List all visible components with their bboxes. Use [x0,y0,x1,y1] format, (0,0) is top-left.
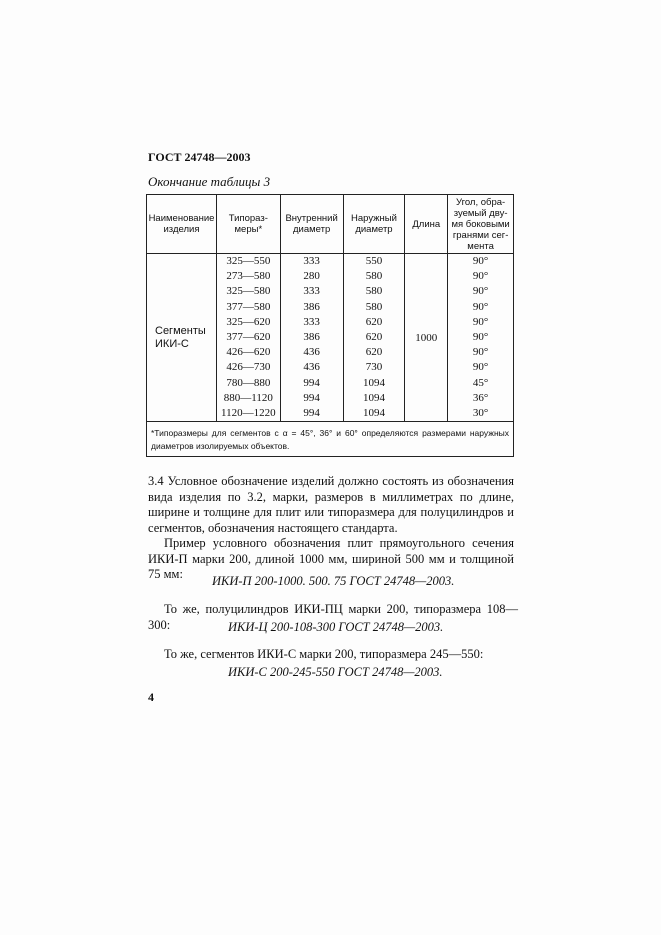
outer-diameter-column [343,254,405,422]
angle-cell: 90° [472,270,489,283]
angle-cell: 45° [472,376,489,389]
header-length: Длина [405,195,448,254]
outer-diameter-cell: 580 [365,285,383,298]
angle-cell: 90° [472,285,489,298]
header-sizes: Типораз-меры* [216,195,280,254]
size-cell: 1120—1220 [221,406,276,419]
size-cell: 426—620 [226,346,271,359]
product-name: Сегменты ИКИ-С [155,324,206,350]
size-cell: 377—620 [226,330,271,343]
inner-diameter-cell: 333 [303,315,320,328]
outer-diameter-cell: 620 [365,346,383,359]
outer-diameter-cell: 550 [365,255,383,267]
paragraph-3-4: 3.4 Условное обозначение изделий должно состоять из обозначения вида изделия по 3.2, марки, размеров в миллиметрах по длине, ширине и толщине для плит или типоразмера для полуцилиндров и сегментов, обозначения настоящего стандарта. [148,474,514,535]
outer-diameter-cell: 580 [365,300,383,313]
size-cell: 780—880 [226,376,271,389]
table-footnote: *Типоразмеры для сегментов с α = 45°, 36° и 60° определяются размерами наружных диаметров изолируемых объектов. [147,422,514,457]
angle-column [448,254,514,422]
angle-cell: 36° [472,391,489,404]
inner-diameter-cell: 436 [303,361,320,374]
inner-diameter-cell: 994 [303,391,320,404]
inner-diameter-column [280,254,343,422]
designation-example-plate: ИКИ-П 200-1000. 500. 75 ГОСТ 24748—2003. [212,574,455,588]
inner-diameter-cell: 280 [303,270,320,283]
inner-diameter-cell: 994 [303,406,320,419]
angle-cell: 90° [472,346,489,359]
segment-paragraph: То же, сегментов ИКИ-С марки 200, типоразмера 245—550: [164,647,484,661]
table-body-row [147,254,514,422]
angle-cell: 30° [472,406,489,419]
inner-diameter-cell: 386 [303,330,320,343]
footnote-row [147,422,514,457]
table-caption: Окончание таблицы 3 [148,174,271,189]
sizes-column [216,254,280,422]
example-paragraph: Пример условного обозначения плит прямоугольного сечения ИКИ-П марки 200, длиной 1000 мм, шириной 500 мм и толщиной 75 мм: [148,536,514,582]
angle-cell: 90° [472,315,489,328]
angle-cell: 90° [472,330,489,343]
size-cell: 273—580 [226,270,271,283]
outer-diameter-cell: 620 [365,315,383,328]
outer-diameter-cell: 1094 [362,391,385,404]
size-cell: 325—620 [226,315,271,328]
document-header: ГОСТ 24748—2003 [148,150,251,164]
header-angle: Угол, обра-зуемый дву-мя боковыми гранями сег-мента [448,195,514,254]
half-cylinder-paragraph: То же, полуцилиндров ИКИ-ПЦ марки 200, типоразмера 108—300: [148,602,518,632]
outer-diameter-cell: 620 [365,330,383,343]
outer-diameter-cell: 1094 [362,406,385,419]
outer-diameter-cell: 730 [365,361,383,374]
inner-diameter-cell: 386 [303,300,320,313]
page-number: 4 [148,690,154,704]
angle-cell: 90° [472,300,489,313]
angle-cell: 90° [472,255,489,267]
header-inner-diameter: Внутренний диаметр [280,195,343,254]
angle-cell: 90° [472,361,489,374]
specification-table [146,194,514,457]
outer-diameter-cell: 580 [365,270,383,283]
inner-diameter-cell: 333 [303,255,320,267]
product-cell [147,254,217,422]
size-cell: 880—1120 [223,391,273,404]
header-outer-diameter: Наружный диаметр [343,195,405,254]
size-cell: 325—550 [226,255,271,267]
designation-example-segment: ИКИ-С 200-245-550 ГОСТ 24748—2003. [228,665,443,679]
inner-diameter-cell: 994 [303,376,320,389]
designation-example-half-cylinder: ИКИ-Ц 200-108-300 ГОСТ 24748—2003. [228,620,444,634]
table-header-row [147,195,514,254]
length-cell: 1000 [405,254,448,422]
inner-diameter-cell: 436 [303,346,320,359]
inner-diameter-cell: 333 [303,285,320,298]
size-cell: 426—730 [226,361,271,374]
outer-diameter-cell: 1094 [362,376,385,389]
size-cell: 377—580 [226,300,271,313]
size-cell: 325—580 [226,285,271,298]
header-product: Наименование изделия [147,195,217,254]
